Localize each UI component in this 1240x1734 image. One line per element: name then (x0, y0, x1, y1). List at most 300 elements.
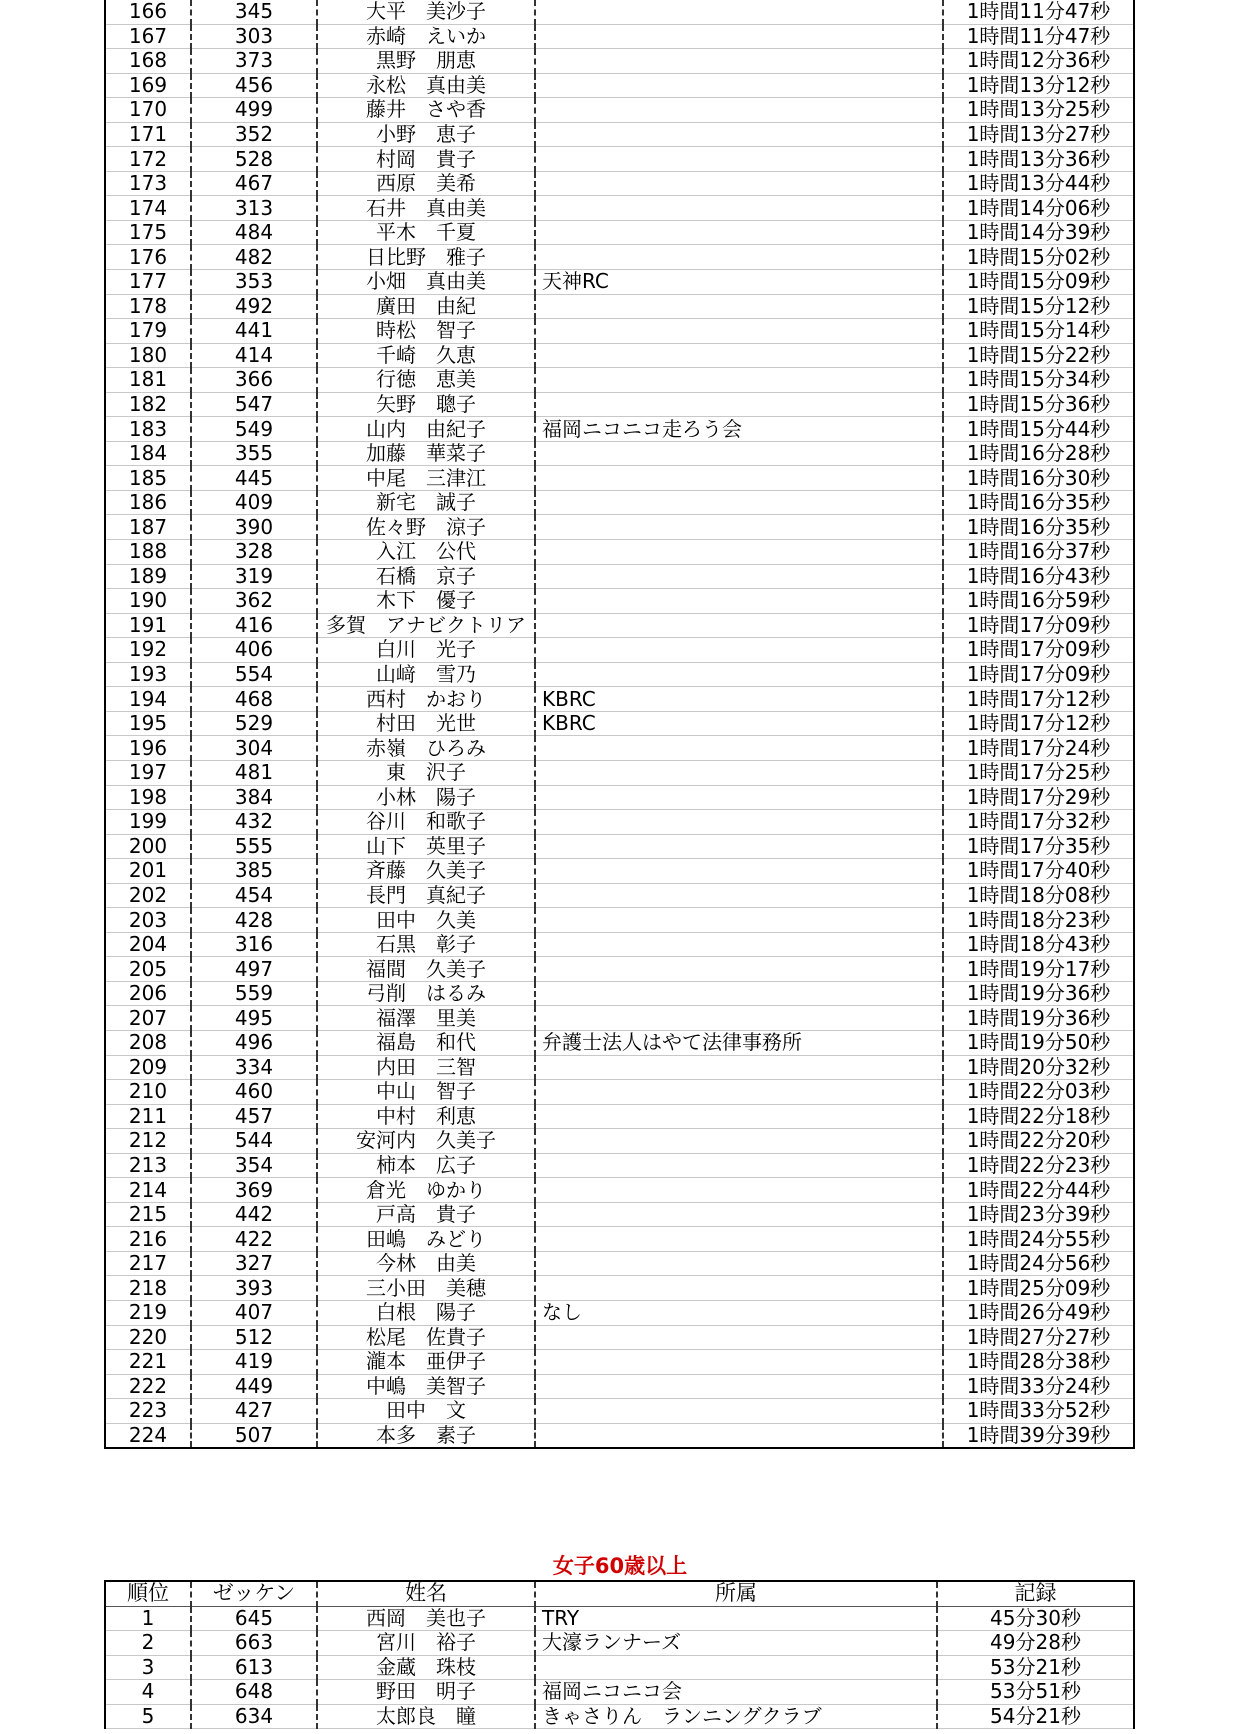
name-cell: 長門 真紀子 (317, 883, 535, 908)
table-row (105, 1680, 1134, 1705)
table-row (105, 564, 1134, 589)
rank-cell: 196 (105, 736, 191, 761)
affiliation-cell (535, 490, 943, 515)
affiliation-cell: なし (535, 1300, 943, 1325)
time-cell: 1時間17分29秒 (943, 785, 1134, 810)
table-row (105, 196, 1134, 221)
affiliation-cell (535, 810, 943, 835)
time-cell: 1時間22分03秒 (943, 1080, 1134, 1105)
name-cell: 石橋 京子 (317, 564, 535, 589)
table-row (105, 245, 1134, 270)
bib-cell: 496 (191, 1030, 317, 1055)
affiliation-cell (535, 564, 943, 589)
affiliation-cell (535, 1178, 943, 1203)
time-cell: 1時間17分24秒 (943, 736, 1134, 761)
affiliation-cell (535, 1227, 943, 1252)
name-cell: 中嶋 美智子 (317, 1374, 535, 1399)
rank-cell: 205 (105, 957, 191, 982)
affiliation-cell (535, 147, 943, 172)
affiliation-cell: KBRC (535, 711, 943, 736)
rank-cell: 166 (105, 0, 191, 24)
affiliation-cell (535, 883, 943, 908)
bib-cell: 648 (191, 1680, 317, 1705)
bib-cell: 393 (191, 1276, 317, 1301)
table-row (105, 760, 1134, 785)
time-cell: 1時間23分39秒 (943, 1202, 1134, 1227)
name-cell: 田中 文 (317, 1399, 535, 1424)
rank-cell: 200 (105, 834, 191, 859)
name-cell: 野田 明子 (317, 1680, 535, 1705)
table-row (105, 147, 1134, 172)
time-cell: 1時間17分09秒 (943, 662, 1134, 687)
table-row (105, 1006, 1134, 1031)
bib-cell: 449 (191, 1374, 317, 1399)
bib-cell: 484 (191, 220, 317, 245)
time-cell: 45分30秒 (937, 1606, 1134, 1631)
bib-cell: 512 (191, 1325, 317, 1350)
name-cell: 多賀 アナビクトリア (317, 613, 535, 638)
affiliation-cell (535, 245, 943, 270)
bib-cell: 481 (191, 760, 317, 785)
time-cell: 53分21秒 (937, 1655, 1134, 1680)
time-cell: 1時間39分39秒 (943, 1423, 1134, 1448)
table-row (105, 957, 1134, 982)
time-cell: 1時間17分12秒 (943, 687, 1134, 712)
affiliation-cell (535, 515, 943, 540)
table-row (105, 0, 1134, 24)
rank-cell: 5 (105, 1704, 191, 1729)
time-cell: 1時間17分32秒 (943, 810, 1134, 835)
bib-cell: 328 (191, 540, 317, 565)
name-cell: 大平 美沙子 (317, 0, 535, 24)
time-cell: 1時間13分44秒 (943, 171, 1134, 196)
affiliation-cell (535, 908, 943, 933)
rank-cell: 214 (105, 1178, 191, 1203)
rank-cell: 167 (105, 24, 191, 49)
affiliation-cell (535, 441, 943, 466)
header-name: 姓名 (317, 1581, 535, 1606)
table-row (105, 883, 1134, 908)
name-cell: 木下 優子 (317, 589, 535, 614)
name-cell: 山下 英里子 (317, 834, 535, 859)
affiliation-cell (535, 0, 943, 24)
name-cell: 戸高 貴子 (317, 1202, 535, 1227)
rank-cell: 197 (105, 760, 191, 785)
table-row (105, 908, 1134, 933)
table-row (105, 662, 1134, 687)
table-row (105, 1606, 1134, 1631)
name-cell: 千崎 久恵 (317, 343, 535, 368)
rank-cell: 2 (105, 1631, 191, 1656)
affiliation-cell (535, 613, 943, 638)
affiliation-cell (535, 859, 943, 884)
affiliation-cell (535, 24, 943, 49)
affiliation-cell (535, 785, 943, 810)
name-cell: 西岡 美也子 (317, 1606, 535, 1631)
rank-cell: 4 (105, 1680, 191, 1705)
bib-cell: 353 (191, 270, 317, 295)
time-cell: 1時間19分50秒 (943, 1030, 1134, 1055)
time-cell: 1時間16分35秒 (943, 490, 1134, 515)
rank-cell: 215 (105, 1202, 191, 1227)
time-cell: 1時間15分22秒 (943, 343, 1134, 368)
name-cell: 黒野 朋恵 (317, 49, 535, 74)
rank-cell: 182 (105, 392, 191, 417)
bib-cell: 528 (191, 147, 317, 172)
bib-cell: 456 (191, 73, 317, 98)
affiliation-cell (535, 368, 943, 393)
name-cell: 弓削 はるみ (317, 981, 535, 1006)
affiliation-cell (535, 392, 943, 417)
rank-cell: 184 (105, 441, 191, 466)
rank-cell: 221 (105, 1350, 191, 1375)
name-cell: 金蔵 珠枝 (317, 1655, 535, 1680)
table-row (105, 368, 1134, 393)
table-row (105, 1276, 1134, 1301)
bib-cell: 468 (191, 687, 317, 712)
bib-cell: 390 (191, 515, 317, 540)
affiliation-cell (535, 957, 943, 982)
bib-cell: 467 (191, 171, 317, 196)
time-cell: 1時間11分47秒 (943, 24, 1134, 49)
time-cell: 1時間19分17秒 (943, 957, 1134, 982)
name-cell: 入江 公代 (317, 540, 535, 565)
rank-cell: 208 (105, 1030, 191, 1055)
bib-cell: 384 (191, 785, 317, 810)
affiliation-cell (535, 73, 943, 98)
name-cell: 廣田 由紀 (317, 294, 535, 319)
table-row (105, 834, 1134, 859)
affiliation-cell: 大濠ランナーズ (535, 1631, 937, 1656)
table-row (105, 810, 1134, 835)
name-cell: 西原 美希 (317, 171, 535, 196)
table-row (105, 1104, 1134, 1129)
time-cell: 54分21秒 (937, 1704, 1134, 1729)
name-cell: 中山 智子 (317, 1080, 535, 1105)
bib-cell: 460 (191, 1080, 317, 1105)
time-cell: 1時間26分49秒 (943, 1300, 1134, 1325)
rank-cell: 178 (105, 294, 191, 319)
rank-cell: 186 (105, 490, 191, 515)
table-row (105, 270, 1134, 295)
affiliation-cell: きゃさりん ランニングクラブ (535, 1704, 937, 1729)
bib-cell: 327 (191, 1251, 317, 1276)
name-cell: 赤崎 えいか (317, 24, 535, 49)
rank-cell: 213 (105, 1153, 191, 1178)
time-cell: 1時間17分25秒 (943, 760, 1134, 785)
time-cell: 1時間15分12秒 (943, 294, 1134, 319)
name-cell: 宮川 裕子 (317, 1631, 535, 1656)
time-cell: 1時間15分02秒 (943, 245, 1134, 270)
bib-cell: 613 (191, 1655, 317, 1680)
table-row (105, 1399, 1134, 1424)
name-cell: 時松 智子 (317, 319, 535, 344)
affiliation-cell (535, 294, 943, 319)
bib-cell: 495 (191, 1006, 317, 1031)
table-row (105, 1655, 1134, 1680)
bib-cell: 432 (191, 810, 317, 835)
table-row (105, 1030, 1134, 1055)
bib-cell: 529 (191, 711, 317, 736)
time-cell: 1時間20分32秒 (943, 1055, 1134, 1080)
name-cell: 安河内 久美子 (317, 1129, 535, 1154)
rank-cell: 171 (105, 122, 191, 147)
time-cell: 1時間16分30秒 (943, 466, 1134, 491)
table-row (105, 98, 1134, 123)
bib-cell: 355 (191, 441, 317, 466)
time-cell: 1時間13分25秒 (943, 98, 1134, 123)
bib-cell: 407 (191, 1300, 317, 1325)
rank-cell: 211 (105, 1104, 191, 1129)
bib-cell: 441 (191, 319, 317, 344)
time-cell: 1時間19分36秒 (943, 981, 1134, 1006)
rank-cell: 222 (105, 1374, 191, 1399)
name-cell: 村田 光世 (317, 711, 535, 736)
affiliation-cell: 福岡ニコニコ会 (535, 1680, 937, 1705)
table-row (105, 1153, 1134, 1178)
affiliation-cell (535, 1276, 943, 1301)
time-cell: 1時間17分40秒 (943, 859, 1134, 884)
bib-cell: 554 (191, 662, 317, 687)
affiliation-cell (535, 98, 943, 123)
time-cell: 1時間19分36秒 (943, 1006, 1134, 1031)
name-cell: 山内 由紀子 (317, 417, 535, 442)
rank-cell: 206 (105, 981, 191, 1006)
affiliation-cell (535, 932, 943, 957)
name-cell: 西村 かおり (317, 687, 535, 712)
bib-cell: 385 (191, 859, 317, 884)
rank-cell: 187 (105, 515, 191, 540)
time-cell: 1時間16分59秒 (943, 589, 1134, 614)
rank-cell: 219 (105, 1300, 191, 1325)
name-cell: 田嶋 みどり (317, 1227, 535, 1252)
table-row (105, 785, 1134, 810)
rank-cell: 223 (105, 1399, 191, 1424)
name-cell: 山﨑 雪乃 (317, 662, 535, 687)
affiliation-cell (535, 171, 943, 196)
name-cell: 藤井 さや香 (317, 98, 535, 123)
time-cell: 1時間22分18秒 (943, 1104, 1134, 1129)
time-cell: 1時間16分43秒 (943, 564, 1134, 589)
table-row (105, 1350, 1134, 1375)
affiliation-cell (535, 319, 943, 344)
name-cell: 小畑 真由美 (317, 270, 535, 295)
table-row (105, 24, 1134, 49)
header-row (105, 1581, 1134, 1606)
header-bib: ゼッケン (191, 1581, 317, 1606)
rank-cell: 217 (105, 1251, 191, 1276)
bib-cell: 406 (191, 638, 317, 663)
name-cell: 行徳 恵美 (317, 368, 535, 393)
time-cell: 1時間33分52秒 (943, 1399, 1134, 1424)
affiliation-cell (535, 662, 943, 687)
rank-cell: 175 (105, 220, 191, 245)
table-row (105, 515, 1134, 540)
bib-cell: 645 (191, 1606, 317, 1631)
affiliation-cell (535, 122, 943, 147)
rank-cell: 173 (105, 171, 191, 196)
time-cell: 49分28秒 (937, 1631, 1134, 1656)
affiliation-cell (535, 1251, 943, 1276)
bib-cell: 316 (191, 932, 317, 957)
time-cell: 1時間14分06秒 (943, 196, 1134, 221)
name-cell: 村岡 貴子 (317, 147, 535, 172)
rank-cell: 183 (105, 417, 191, 442)
name-cell: 福島 和代 (317, 1030, 535, 1055)
name-cell: 太郎良 瞳 (317, 1704, 535, 1729)
table-row (105, 589, 1134, 614)
name-cell: 中尾 三津江 (317, 466, 535, 491)
rank-cell: 199 (105, 810, 191, 835)
table-row (105, 1325, 1134, 1350)
bib-cell: 354 (191, 1153, 317, 1178)
rank-cell: 204 (105, 932, 191, 957)
time-cell: 1時間22分44秒 (943, 1178, 1134, 1203)
rank-cell: 3 (105, 1655, 191, 1680)
name-cell: 今林 由美 (317, 1251, 535, 1276)
bib-cell: 445 (191, 466, 317, 491)
name-cell: 永松 真由美 (317, 73, 535, 98)
section-title: 女子60歳以上 (552, 1554, 688, 1578)
name-cell: 白根 陽子 (317, 1300, 535, 1325)
bib-cell: 313 (191, 196, 317, 221)
rank-cell: 209 (105, 1055, 191, 1080)
name-cell: 小林 陽子 (317, 785, 535, 810)
name-cell: 斉藤 久美子 (317, 859, 535, 884)
time-cell: 1時間15分14秒 (943, 319, 1134, 344)
rank-cell: 207 (105, 1006, 191, 1031)
time-cell: 1時間17分35秒 (943, 834, 1134, 859)
time-cell: 1時間16分37秒 (943, 540, 1134, 565)
time-cell: 1時間33分24秒 (943, 1374, 1134, 1399)
name-cell: 福間 久美子 (317, 957, 535, 982)
rank-cell: 190 (105, 589, 191, 614)
bib-cell: 442 (191, 1202, 317, 1227)
rank-cell: 170 (105, 98, 191, 123)
name-cell: 倉光 ゆかり (317, 1178, 535, 1203)
affiliation-cell (535, 1399, 943, 1424)
table-row (105, 981, 1134, 1006)
bib-cell: 419 (191, 1350, 317, 1375)
rank-cell: 174 (105, 196, 191, 221)
time-cell: 1時間17分09秒 (943, 613, 1134, 638)
rank-cell: 185 (105, 466, 191, 491)
name-cell: 白川 光子 (317, 638, 535, 663)
name-cell: 小野 恵子 (317, 122, 535, 147)
name-cell: 東 沢子 (317, 760, 535, 785)
table-row (105, 294, 1134, 319)
rank-cell: 203 (105, 908, 191, 933)
bib-cell: 499 (191, 98, 317, 123)
bib-cell: 369 (191, 1178, 317, 1203)
rank-cell: 212 (105, 1129, 191, 1154)
name-cell: 谷川 和歌子 (317, 810, 535, 835)
name-cell: 平木 千夏 (317, 220, 535, 245)
affiliation-cell (535, 1350, 943, 1375)
bib-cell: 303 (191, 24, 317, 49)
time-cell: 1時間13分36秒 (943, 147, 1134, 172)
table-row (105, 1178, 1134, 1203)
affiliation-cell (535, 49, 943, 74)
bib-cell: 497 (191, 957, 317, 982)
affiliation-cell (535, 1423, 943, 1448)
bib-cell: 544 (191, 1129, 317, 1154)
table-row (105, 49, 1134, 74)
rank-cell: 210 (105, 1080, 191, 1105)
affiliation-cell (535, 540, 943, 565)
time-cell: 1時間15分36秒 (943, 392, 1134, 417)
bib-cell: 373 (191, 49, 317, 74)
rank-cell: 168 (105, 49, 191, 74)
affiliation-cell (535, 1325, 943, 1350)
name-cell: 石黒 彰子 (317, 932, 535, 957)
table-row (105, 736, 1134, 761)
name-cell: 矢野 聰子 (317, 392, 535, 417)
table-row (105, 859, 1134, 884)
name-cell: 田中 久美 (317, 908, 535, 933)
rank-cell: 188 (105, 540, 191, 565)
header-time: 記録 (937, 1581, 1134, 1606)
affiliation-cell (535, 981, 943, 1006)
table-row (105, 171, 1134, 196)
time-cell: 1時間24分55秒 (943, 1227, 1134, 1252)
time-cell: 1時間16分28秒 (943, 441, 1134, 466)
affiliation-cell (535, 1202, 943, 1227)
affiliation-cell (535, 220, 943, 245)
name-cell: 福澤 里美 (317, 1006, 535, 1031)
table-row (105, 392, 1134, 417)
table-row (105, 490, 1134, 515)
table-row (105, 932, 1134, 957)
affiliation-cell (535, 1153, 943, 1178)
bib-cell: 352 (191, 122, 317, 147)
bib-cell: 663 (191, 1631, 317, 1656)
time-cell: 1時間22分23秒 (943, 1153, 1134, 1178)
bib-cell: 555 (191, 834, 317, 859)
rank-cell: 176 (105, 245, 191, 270)
bib-cell: 454 (191, 883, 317, 908)
rank-cell: 192 (105, 638, 191, 663)
affiliation-cell (535, 834, 943, 859)
time-cell: 1時間28分38秒 (943, 1350, 1134, 1375)
rank-cell: 172 (105, 147, 191, 172)
bib-cell: 409 (191, 490, 317, 515)
table-row (105, 1080, 1134, 1105)
table-row (105, 540, 1134, 565)
affiliation-cell (535, 1374, 943, 1399)
time-cell: 1時間18分08秒 (943, 883, 1134, 908)
name-cell: 柿本 広子 (317, 1153, 535, 1178)
rank-cell: 198 (105, 785, 191, 810)
time-cell: 1時間12分36秒 (943, 49, 1134, 74)
rank-cell: 191 (105, 613, 191, 638)
time-cell: 53分51秒 (937, 1680, 1134, 1705)
affiliation-cell (535, 343, 943, 368)
bib-cell: 492 (191, 294, 317, 319)
table-row (105, 1300, 1134, 1325)
affiliation-cell (535, 1104, 943, 1129)
rank-cell: 189 (105, 564, 191, 589)
affiliation-cell (535, 1055, 943, 1080)
bib-cell: 559 (191, 981, 317, 1006)
table-row (105, 1227, 1134, 1252)
header-rank: 順位 (105, 1581, 191, 1606)
bib-cell: 414 (191, 343, 317, 368)
name-cell: 中村 利恵 (317, 1104, 535, 1129)
table-row (105, 441, 1134, 466)
time-cell: 1時間25分09秒 (943, 1276, 1134, 1301)
table-row (105, 1202, 1134, 1227)
